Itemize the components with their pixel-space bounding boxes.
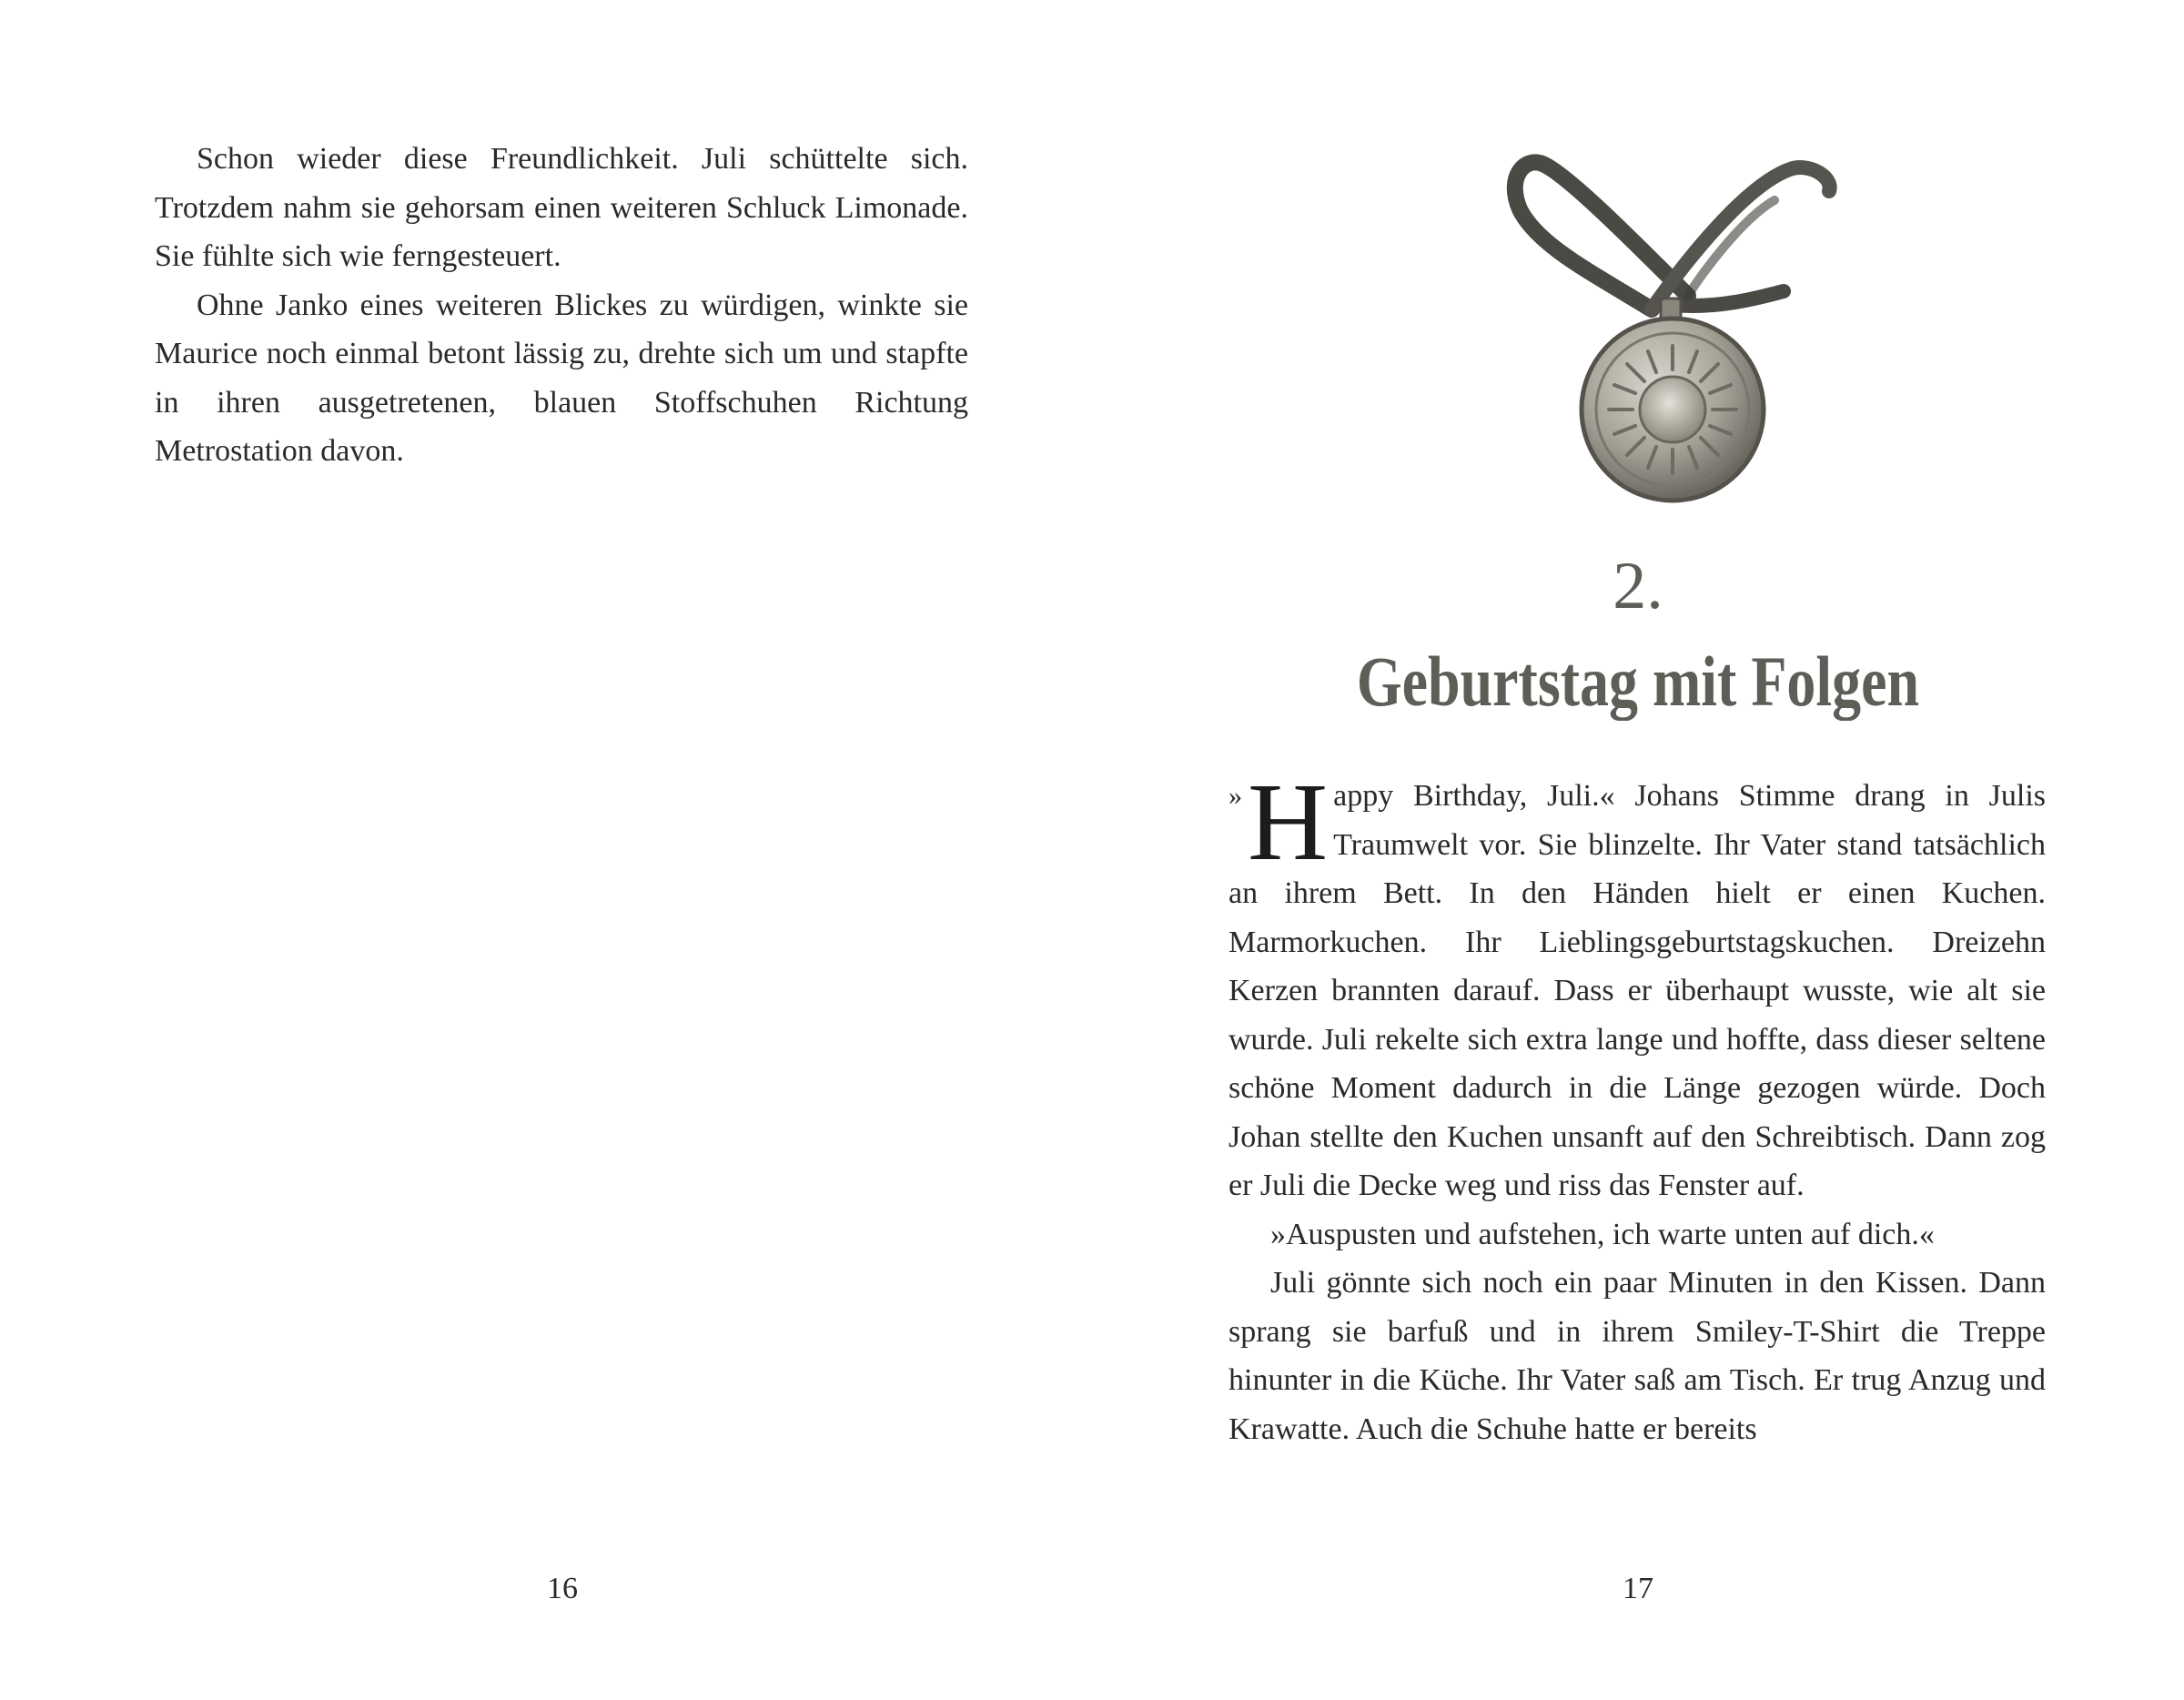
- drop-cap-group: [1228, 761, 1333, 884]
- right-page: [1092, 0, 2184, 1700]
- page-number-right: 17: [1623, 1572, 1653, 1605]
- chapter-title: Geburtstag mit Folgen: [1356, 642, 1920, 721]
- paragraph: Juli gönnte sich noch ein paar Minuten in den Kissen. Dann sprang sie barfuß und in ihrem Smiley-T-Shirt die Treppe hinunter in die Küche. Ihr Vater saß am Tisch. Er trug Anzug und Krawatte. Auch die Schuhe hatte er bereits: [1228, 1266, 2046, 1446]
- paragraph: Ohne Janko eines weiteren Blickes zu würdigen, winkte sie Maurice noch einmal betont lässig zu, drehte sich um und stapfte in ihren ausgetretenen, blauen Stoffschuhen Richtung Metrostation davon.: [155, 288, 968, 468]
- paragraph: Schon wieder diese Freundlichkeit. Juli schüttelte sich. Trotzdem nahm sie gehorsam einen weiteren Schluck Limonade. Sie fühlte sich wie ferngesteuert.: [155, 142, 968, 273]
- drop-cap: H: [1248, 761, 1329, 884]
- paragraph: »Auspusten und aufstehen, ich warte unten auf dich.«: [1270, 1217, 1935, 1251]
- page-number-left: 16: [547, 1572, 578, 1605]
- left-page-body: [155, 135, 968, 476]
- chapter-number: 2.: [1613, 549, 1663, 623]
- medallion-on-ribbon-icon: [1492, 137, 1856, 519]
- opening-paragraph: [1228, 761, 2046, 1210]
- opening-paragraph-text: appy Birthday, Juli.« Johans Stimme drang in Julis Traumwelt vor. Sie blinzelte. Ihr Vater stand tatsächlich an ihrem Bett. In den Händen hielt er einen Kuchen. Marmorkuchen. Ihr Lieblingsgeburtstagskuchen. Dreizehn Kerzen brannten darauf. Dass er überhaupt wusste, wie alt sie wurde. Juli rekelte sich extra lange und hoffte, dass dieser seltene schöne Moment dadurch in die Länge gezogen würde. Doch Johan stellte den Kuchen unsanft auf den Schreibtisch. Dann zog er Juli die Decke weg und riss das Fenster auf.: [1228, 779, 2046, 1202]
- opening-quote-mark: »: [1228, 781, 1242, 811]
- right-page-body: [1228, 761, 2046, 1453]
